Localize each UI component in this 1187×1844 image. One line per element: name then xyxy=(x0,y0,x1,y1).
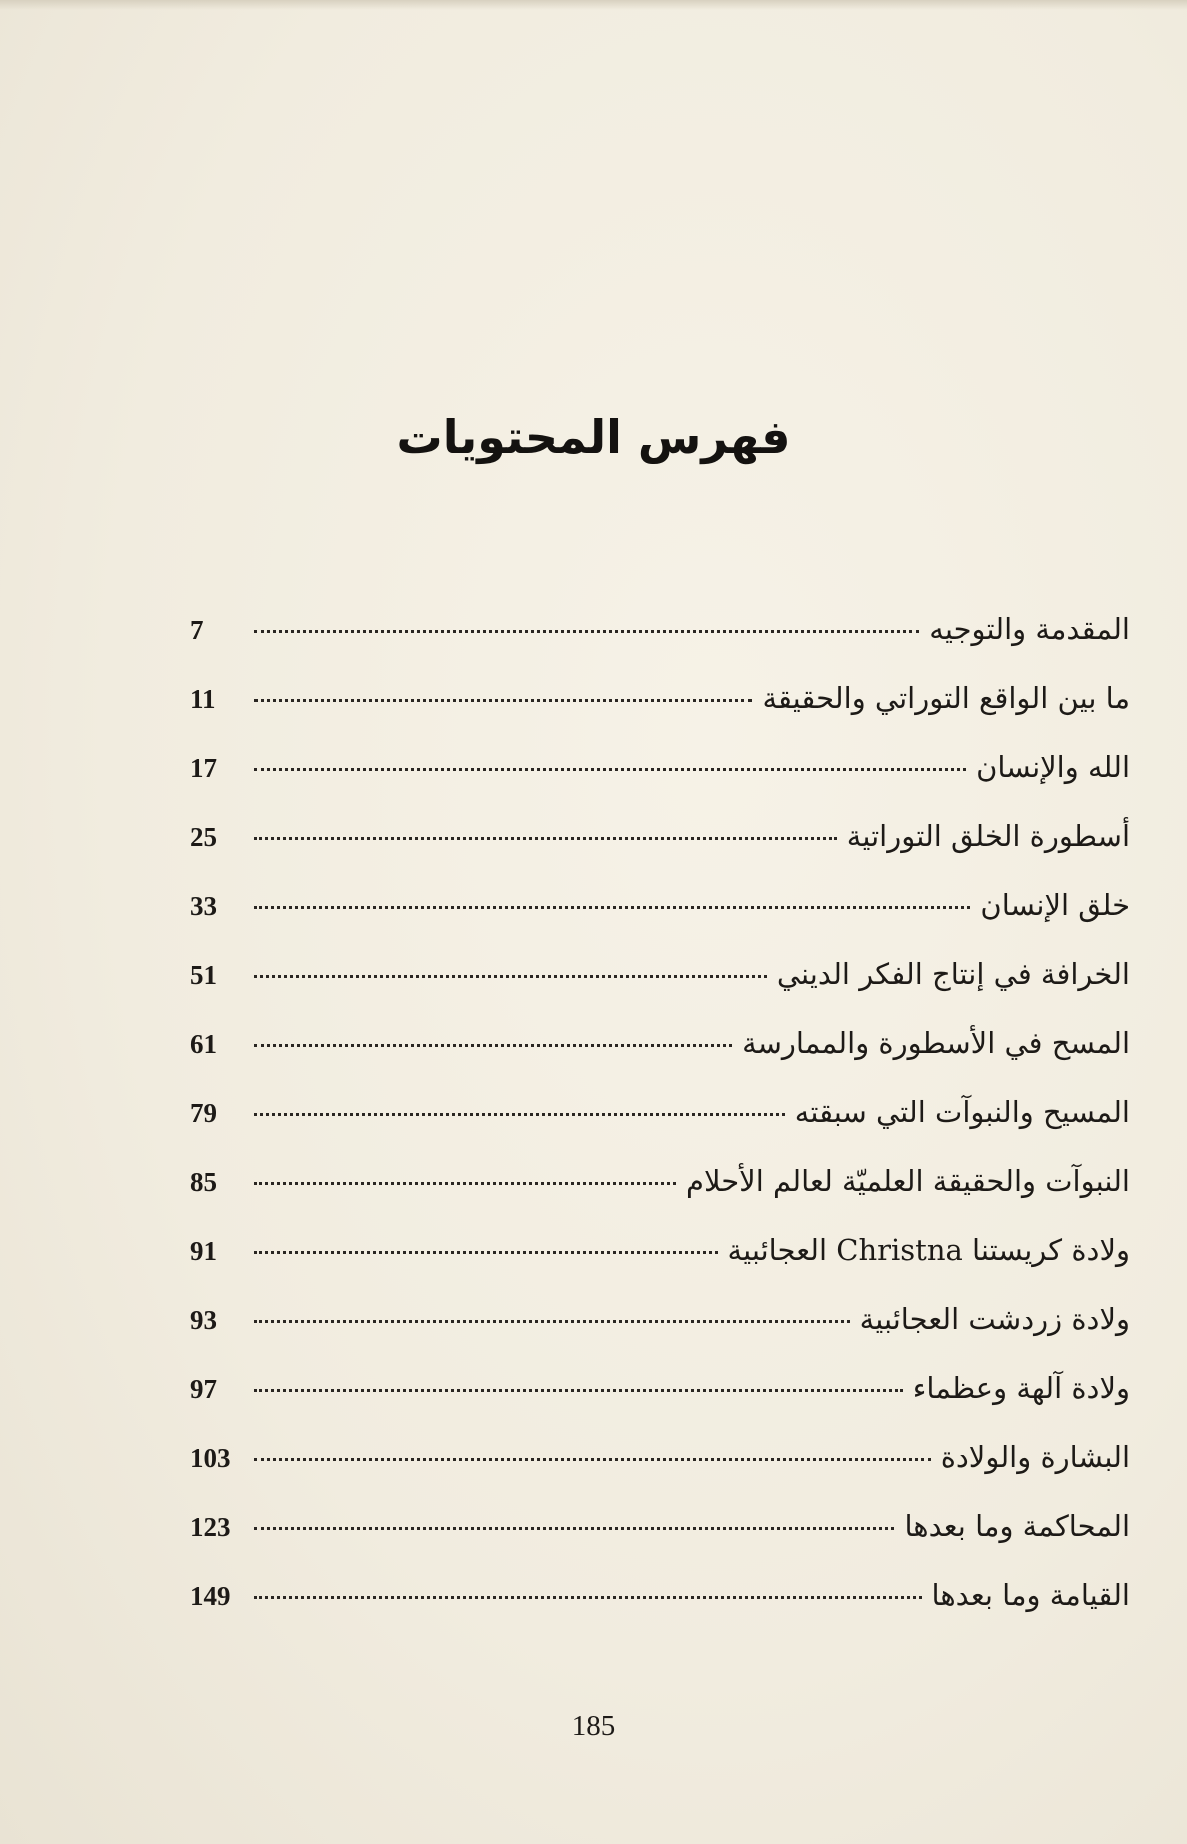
toc-entry-page: 61 xyxy=(190,1029,217,1059)
dot-leader xyxy=(254,1251,718,1254)
toc-entry-page: 103 xyxy=(190,1443,231,1473)
dot-leader xyxy=(254,1320,850,1323)
dot-leader xyxy=(254,1182,676,1185)
toc-entry-page: 79 xyxy=(190,1098,217,1128)
toc-entry xyxy=(190,1371,1130,1440)
toc-entry xyxy=(190,1026,1130,1095)
toc-entry-title: المسيح والنبوآت التي سبقته xyxy=(794,1095,1130,1129)
toc-entry xyxy=(190,1578,1130,1647)
toc-entry xyxy=(190,612,1130,681)
toc-entry-title: القيامة وما بعدها xyxy=(931,1578,1130,1612)
toc-entry-title: الله والإنسان xyxy=(976,750,1130,784)
toc-entry-page: 51 xyxy=(190,960,217,990)
toc-entry-page: 17 xyxy=(190,753,217,783)
toc-entry-page: 91 xyxy=(190,1236,217,1266)
dot-leader xyxy=(254,837,837,840)
dot-leader xyxy=(254,906,970,909)
dot-leader xyxy=(254,1458,931,1461)
toc-entry-title: النبوآت والحقيقة العلميّة لعالم الأحلام xyxy=(686,1164,1130,1198)
toc-entry-title: المسح في الأسطورة والممارسة xyxy=(742,1026,1130,1060)
toc-entry-page: 123 xyxy=(190,1512,231,1542)
toc-entry-title: أسطورة الخلق التوراتية xyxy=(846,819,1130,853)
toc-entry-title: المقدمة والتوجيه xyxy=(929,612,1130,646)
toc-entry-page: 149 xyxy=(190,1581,231,1611)
page-number: 185 xyxy=(571,1710,616,1742)
toc-entry xyxy=(190,681,1130,750)
toc-entry-title: خلق الإنسان xyxy=(980,888,1130,922)
dot-leader xyxy=(254,699,752,702)
toc-entry xyxy=(190,1440,1130,1509)
toc-entry-page: 33 xyxy=(190,891,217,921)
dot-leader xyxy=(254,1113,785,1116)
toc-entry-title: المحاكمة وما بعدها xyxy=(904,1509,1130,1543)
toc-entry xyxy=(190,1233,1130,1302)
dot-leader xyxy=(254,768,966,771)
toc-entry-title: البشارة والولادة xyxy=(940,1440,1130,1474)
dot-leader xyxy=(254,975,767,978)
toc-entry-page: 93 xyxy=(190,1305,217,1335)
toc-entry xyxy=(190,888,1130,957)
toc-entry-page: 97 xyxy=(190,1374,217,1404)
toc-entry-page: 7 xyxy=(190,615,204,645)
toc-entry xyxy=(190,1095,1130,1164)
dot-leader xyxy=(254,630,919,633)
toc-entry-title: ولادة آلهة وعظماء xyxy=(912,1371,1130,1405)
toc-entry-title: ما بين الواقع التوراتي والحقيقة xyxy=(762,681,1130,715)
dot-leader xyxy=(254,1044,732,1047)
page-edge-shadow xyxy=(0,0,1187,10)
toc-entry xyxy=(190,957,1130,1026)
toc-entry-title: ولادة كريستنا Christna العجائبية xyxy=(727,1233,1130,1267)
toc-entry-title: ولادة زردشت العجائبية xyxy=(859,1302,1130,1336)
dot-leader xyxy=(254,1389,903,1392)
dot-leader xyxy=(254,1527,894,1530)
page-title: فهرس المحتويات xyxy=(396,410,791,464)
table-of-contents xyxy=(190,612,1130,1647)
dot-leader xyxy=(254,1596,922,1599)
toc-entry-page: 11 xyxy=(190,684,216,714)
toc-entry xyxy=(190,1302,1130,1371)
toc-entry xyxy=(190,750,1130,819)
toc-entry-page: 85 xyxy=(190,1167,217,1197)
toc-entry-page: 25 xyxy=(190,822,217,852)
toc-entry xyxy=(190,1164,1130,1233)
toc-entry xyxy=(190,1509,1130,1578)
toc-entry xyxy=(190,819,1130,888)
toc-entry-title: الخرافة في إنتاج الفكر الديني xyxy=(776,957,1130,991)
